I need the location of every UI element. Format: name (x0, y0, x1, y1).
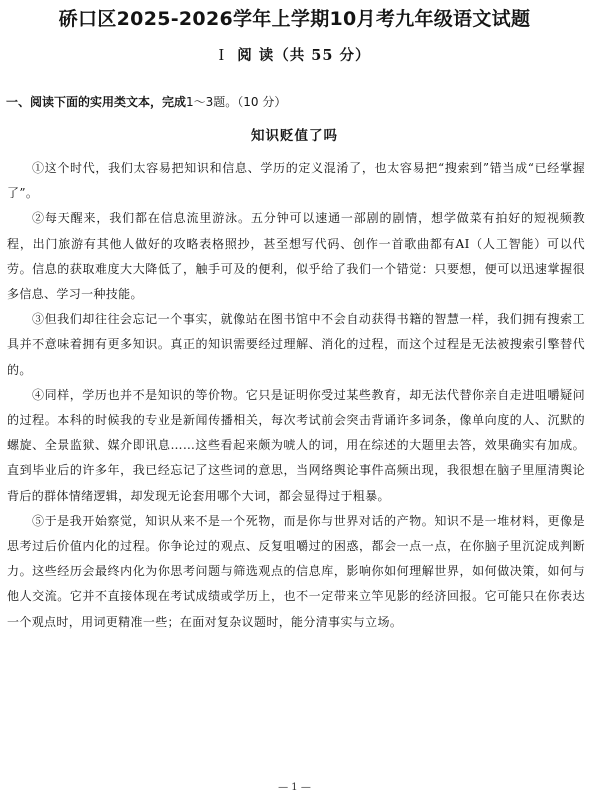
section-roman-numeral: Ⅰ (218, 48, 226, 64)
article-paragraph-2: ②每天醒来，我们都在信息流里游泳。五分钟可以速通一部剧的剧情，想学做菜有拍好的短视频教程，出门旅游有其他人做好的攻略表格照抄，甚至想写代码、创作一首歌曲都有AI（人工智能）可以代劳。信息的获取难度大大降低了，触手可及的便利，似乎给了我们一个错觉：只要想，便可以迅速掌握很多信息、学习一种技能。 (7, 211, 585, 302)
article-paragraph-3: ③但我们却往往会忘记一个事实，就像站在图书馆中不会自动获得书籍的智慧一样，我们拥有搜索工具并不意味着拥有更多知识。真正的知识需要经过理解、消化的过程，而这个过程是无法被搜索引擎替代的。 (7, 312, 585, 377)
question-prefix: 一、阅读下面的实用类文本，完成 (6, 95, 187, 109)
article-paragraph-5: ⑤于是我开始察觉，知识从来不是一个死物，而是你与世界对话的产物。知识不是一堆材料，更像是思考过后价值内化的过程。你争论过的观点、反复咀嚼过的困惑，都会一点一点，在你脑子里沉淀成判断力。这些经历会最终内化为你思考问题与筛选观点的信息库，影响你如何理解世界，如何做决策，如何与他人交流。它并不直接体现在考试成绩或学历上，也不一定带来立竿见影的经济回报。它可能只在你表达一个观点时，用词更精准一些；在面对复杂议题时，能分清事实与立场。 (7, 513, 585, 629)
section-name: 阅 读（共 55 分） (237, 47, 371, 64)
exam-title: 硚口区2025-2026学年上学期10月考九年级语文试题 (58, 8, 531, 30)
page-number: — 1 — (278, 782, 311, 791)
article-paragraph-4: ④同样，学历也并不是知识的等价物。它只是证明你受过某些教育，却无法代替你亲自走进咀嚼疑问的过程。本科的时候我的专业是新闻传播相关，每次考试前会突击背诵许多词条，像单向度的人、沉默的螺旋、全景监狱、媒介即讯息……这些看起来颇为唬人的词，用在综述的大题里去答，效果确实有加成。直到毕业后的许多年，我已经忘记了这些词的意思，当网络舆论事件高频出现，我很想在脑子里厘清舆论背后的群体情绪逻辑，却发现无论套用哪个大词，都会显得过于粗暴。 (7, 387, 585, 503)
question-range: 1～3题。 (186, 95, 238, 109)
question-score: （10 分） (237, 95, 287, 109)
article-body (7, 156, 585, 635)
section-title (0, 45, 589, 67)
article-title: 知识贬值了吗 (251, 128, 338, 144)
question-instruction (6, 93, 286, 111)
article-paragraph-1: ①这个时代，我们太容易把知识和信息、学历的定义混淆了，也太容易把“搜索到”错当成“已经掌握了”。 (7, 161, 585, 201)
